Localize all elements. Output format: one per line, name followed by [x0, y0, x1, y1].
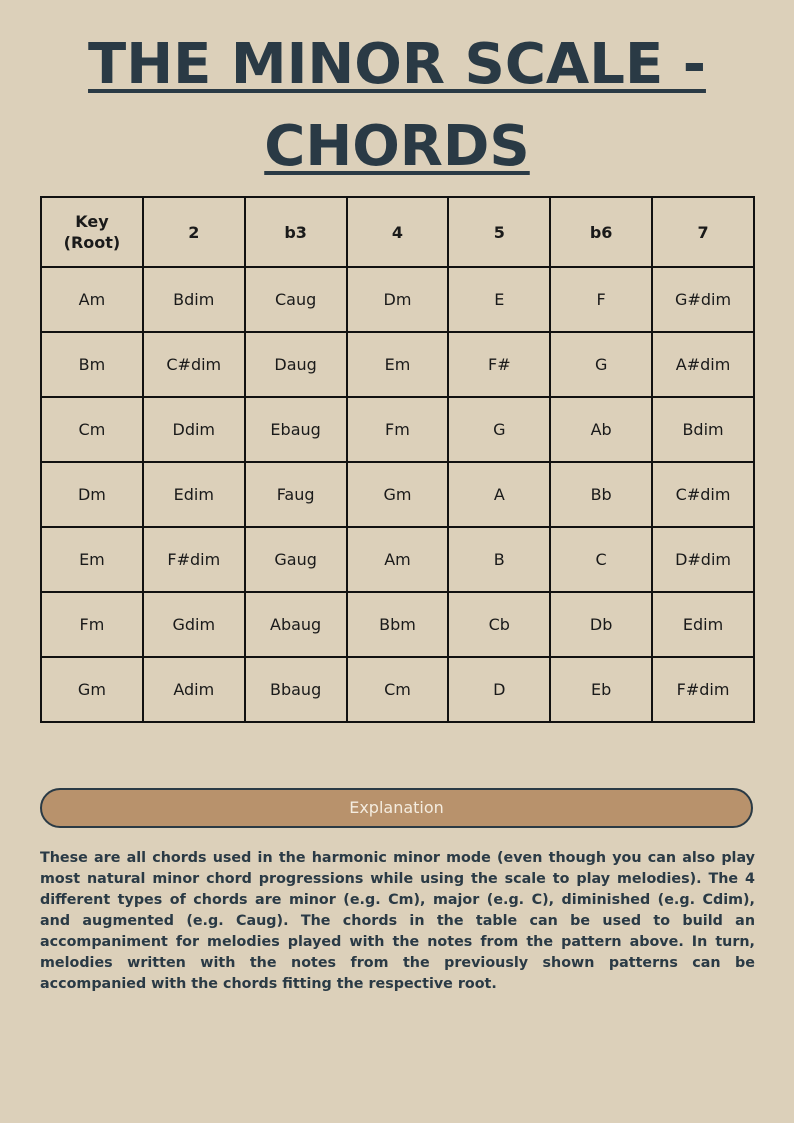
table-cell-key: Fm	[41, 592, 143, 657]
explanation-text: These are all chords used in the harmonic minor mode (even though you can also play most natural minor chord progressions while using the scale to play melodies). The 4 different types of chords are minor (e.g. Cm), major (e.g. C), diminished (e.g. Cdim), and augmented (e.g. Caug). The chords in the table can be used to build an accompaniment for melodies played with the notes from the pattern above. In turn, melodies written with the notes from the previously shown patterns can be accompanied with the chords fitting the respective root.	[40, 850, 755, 992]
table-cell-chord: D	[448, 657, 550, 722]
table-row	[41, 592, 754, 657]
table-cell-chord: Dm	[347, 267, 449, 332]
table-cell-chord: Fm	[347, 397, 449, 462]
table-cell-chord: Abaug	[245, 592, 347, 657]
table-cell-chord: F#dim	[143, 527, 245, 592]
table-cell-chord: Cb	[448, 592, 550, 657]
table-cell-key: Gm	[41, 657, 143, 722]
table-row	[41, 267, 754, 332]
table-cell-chord: C#dim	[143, 332, 245, 397]
table-cell-chord: F#dim	[652, 657, 754, 722]
table-row	[41, 527, 754, 592]
table-cell-key: Dm	[41, 462, 143, 527]
table-cell-key: Cm	[41, 397, 143, 462]
header-7: 7	[652, 197, 754, 267]
table-row	[41, 397, 754, 462]
table-cell-chord: Ab	[550, 397, 652, 462]
page-title-line-1: THE MINOR SCALE -	[88, 32, 706, 97]
table-cell-chord: Bdim	[652, 397, 754, 462]
table-cell-chord: Db	[550, 592, 652, 657]
table-cell-key: Am	[41, 267, 143, 332]
table-cell-chord: Gdim	[143, 592, 245, 657]
explanation-label: Explanation	[349, 798, 444, 817]
table-cell-chord: Am	[347, 527, 449, 592]
table-cell-chord: Edim	[143, 462, 245, 527]
table-cell-chord: Gm	[347, 462, 449, 527]
header-b3: b3	[245, 197, 347, 267]
page-title-line-2: CHORDS	[264, 114, 530, 179]
table-cell-chord: Caug	[245, 267, 347, 332]
header-4: 4	[347, 197, 449, 267]
header-key-root: Key (Root)	[41, 197, 143, 267]
table-row	[41, 657, 754, 722]
table-row	[41, 462, 754, 527]
header-2: 2	[143, 197, 245, 267]
table-cell-chord: Cm	[347, 657, 449, 722]
table-cell-chord: E	[448, 267, 550, 332]
table-cell-chord: Bbm	[347, 592, 449, 657]
header-b6: b6	[550, 197, 652, 267]
table-cell-chord: F	[550, 267, 652, 332]
table-header-row	[41, 197, 754, 267]
explanation-label-bar	[40, 788, 753, 828]
table-cell-chord: G	[448, 397, 550, 462]
table-cell-chord: Bdim	[143, 267, 245, 332]
table-cell-chord: Daug	[245, 332, 347, 397]
table-cell-chord: Edim	[652, 592, 754, 657]
table-cell-chord: Adim	[143, 657, 245, 722]
table-cell-chord: G	[550, 332, 652, 397]
table-cell-chord: Bb	[550, 462, 652, 527]
table-row	[41, 332, 754, 397]
table-cell-key: Bm	[41, 332, 143, 397]
table-cell-chord: Ebaug	[245, 397, 347, 462]
page-title	[0, 24, 794, 188]
table-cell-chord: D#dim	[652, 527, 754, 592]
chord-table	[40, 196, 755, 723]
table-cell-chord: A	[448, 462, 550, 527]
table-cell-chord: Gaug	[245, 527, 347, 592]
table-cell-chord: A#dim	[652, 332, 754, 397]
table-body	[41, 267, 754, 722]
table-cell-chord: Bbaug	[245, 657, 347, 722]
table-cell-chord: Eb	[550, 657, 652, 722]
table-cell-chord: Faug	[245, 462, 347, 527]
table-cell-chord: G#dim	[652, 267, 754, 332]
table-cell-chord: Ddim	[143, 397, 245, 462]
table-cell-chord: B	[448, 527, 550, 592]
table-cell-chord: C	[550, 527, 652, 592]
table-cell-chord: F#	[448, 332, 550, 397]
table-cell-key: Em	[41, 527, 143, 592]
table-cell-chord: C#dim	[652, 462, 754, 527]
table-cell-chord: Em	[347, 332, 449, 397]
header-5: 5	[448, 197, 550, 267]
